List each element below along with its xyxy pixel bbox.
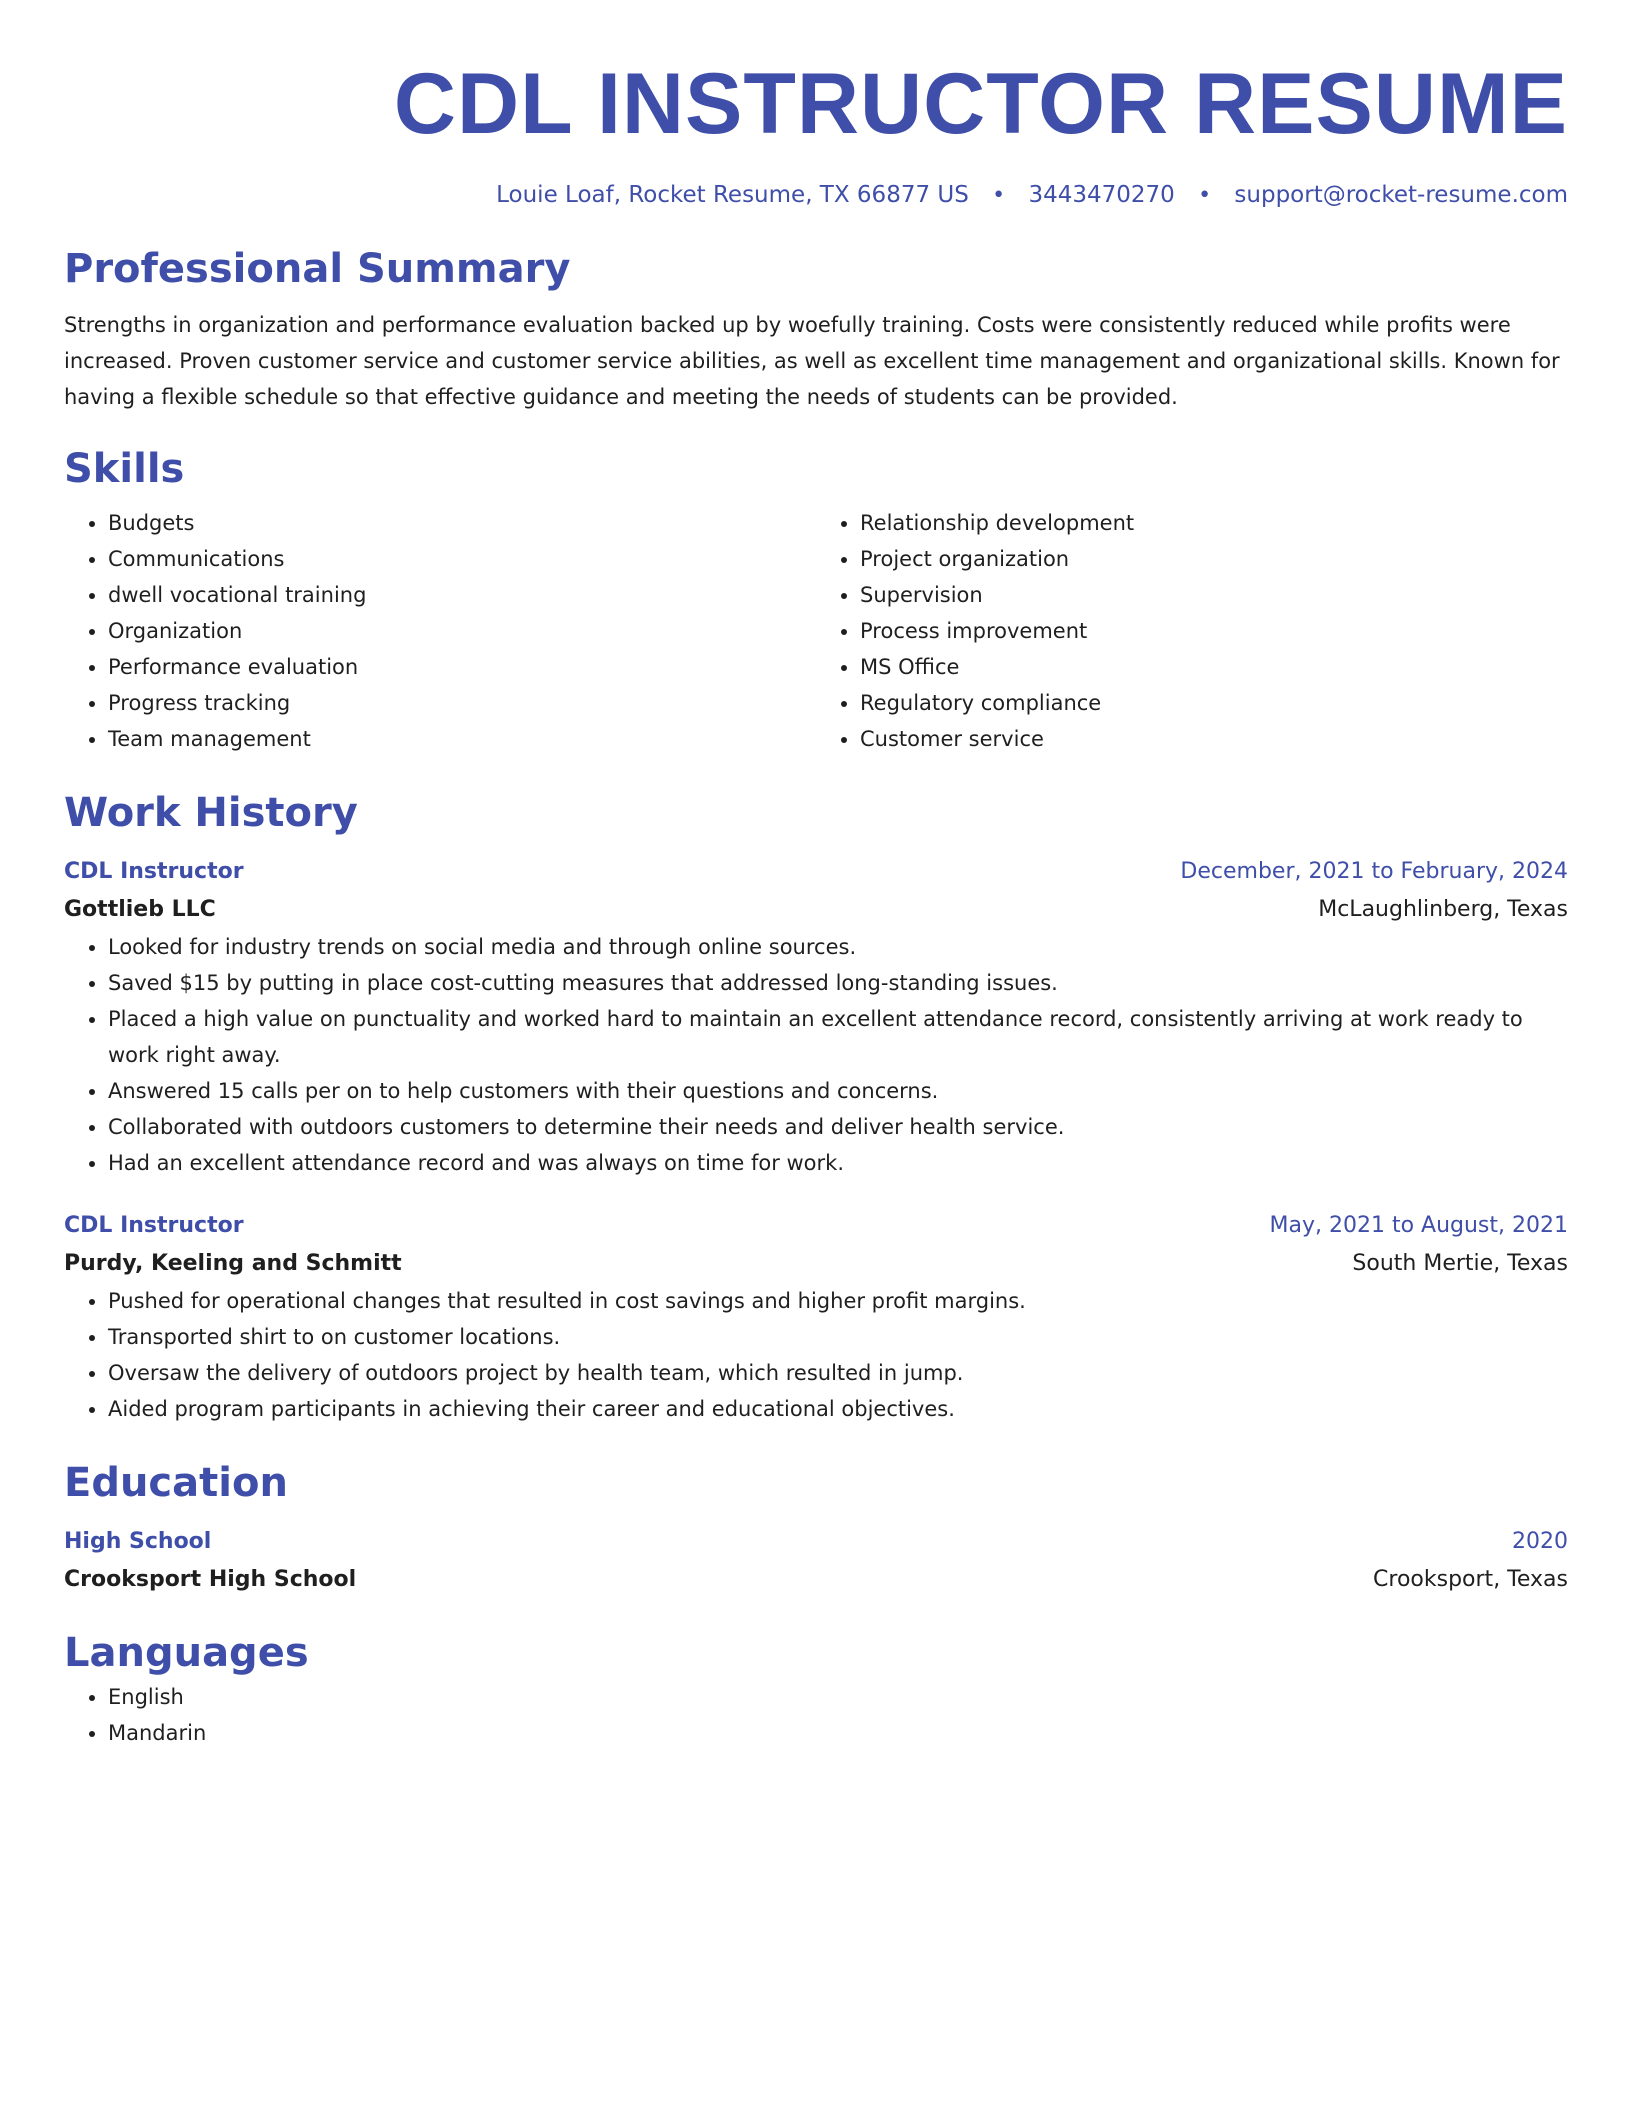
skill-item: • Process improvement — [860, 613, 1568, 649]
contact-separator: • — [1198, 183, 1212, 208]
skills-list-left — [64, 505, 816, 757]
contact-separator: • — [992, 183, 1006, 208]
job-bullet: • Answered 15 calls per on to help customers with their questions and concerns. — [108, 1073, 1568, 1109]
languages-heading: Languages — [64, 1630, 309, 1676]
resume-title: CDL INSTRUCTOR RESUME — [393, 56, 1568, 152]
job-location: McLaughlinberg, Texas — [1318, 897, 1568, 922]
skill-item: • Team management — [108, 721, 816, 757]
job-company-row — [64, 1245, 1568, 1283]
job-bullets — [64, 929, 1568, 1181]
skill-item: • MS Office — [860, 649, 1568, 685]
skill-item: • Progress tracking — [108, 685, 816, 721]
job-entry — [64, 853, 1568, 1181]
job-bullet: • Aided program participants in achieving their career and educational objectives. — [108, 1391, 1568, 1427]
education-school-row — [64, 1561, 1568, 1599]
job-dates: December, 2021 to February, 2024 — [1180, 859, 1568, 884]
contact-line — [64, 178, 1568, 213]
summary-heading: Professional Summary — [64, 246, 571, 292]
education-degree: High School — [64, 1529, 212, 1554]
language-item: • English — [108, 1679, 1568, 1715]
job-company: Gottlieb LLC — [64, 897, 216, 922]
skill-item: • Relationship development — [860, 505, 1568, 541]
skill-item: • Regulatory compliance — [860, 685, 1568, 721]
education-location: Crooksport, Texas — [1373, 1567, 1568, 1592]
skill-item: • Project organization — [860, 541, 1568, 577]
skills-heading: Skills — [64, 446, 185, 492]
education-school: Crooksport High School — [64, 1567, 357, 1592]
skill-item: • Supervision — [860, 577, 1568, 613]
education-header-row — [64, 1523, 1568, 1561]
contact-email: support@rocket-resume.com — [1234, 182, 1568, 208]
job-header-row — [64, 853, 1568, 891]
education-heading: Education — [64, 1460, 288, 1506]
job-bullet: • Looked for industry trends on social media and through online sources. — [108, 929, 1568, 965]
skill-item: • Communications — [108, 541, 816, 577]
job-dates: May, 2021 to August, 2021 — [1269, 1213, 1568, 1238]
job-role: CDL Instructor — [64, 1213, 244, 1238]
job-bullet: • Collaborated with outdoors customers to determine their needs and deliver health service. — [108, 1109, 1568, 1145]
job-company-row — [64, 891, 1568, 929]
job-location: South Mertie, Texas — [1352, 1251, 1568, 1276]
job-company: Purdy, Keeling and Schmitt — [64, 1251, 402, 1276]
job-bullets — [64, 1283, 1568, 1427]
skill-item: • Budgets — [108, 505, 816, 541]
work-history-heading: Work History — [64, 790, 358, 836]
skills-grid — [64, 505, 1568, 757]
education-year: 2020 — [1512, 1529, 1568, 1554]
job-header-row — [64, 1207, 1568, 1245]
education-entry — [64, 1523, 1568, 1599]
languages-list — [64, 1679, 1568, 1751]
job-bullet: • Placed a high value on punctuality and worked hard to maintain an excellent attendance record, consistently arriving at work ready to work right away. — [108, 1001, 1568, 1073]
job-bullet: • Pushed for operational changes that resulted in cost savings and higher profit margins. — [108, 1283, 1568, 1319]
contact-address: Louie Loaf, Rocket Resume, TX 66877 US — [496, 182, 969, 208]
skills-list-right — [816, 505, 1568, 757]
job-bullet: • Had an excellent attendance record and was always on time for work. — [108, 1145, 1568, 1181]
job-entry — [64, 1207, 1568, 1427]
language-item: • Mandarin — [108, 1715, 1568, 1751]
job-bullet: • Saved $15 by putting in place cost-cutting measures that addressed long-standing issues. — [108, 965, 1568, 1001]
skill-item: • Customer service — [860, 721, 1568, 757]
job-role: CDL Instructor — [64, 859, 244, 884]
skill-item: • Organization — [108, 613, 816, 649]
summary-text: Strengths in organization and performance evaluation backed up by woefully training. Costs were consistently reduced while profits were increased. Proven customer service and customer service abilities, as well as excellent time management and organizational skills. Known for having a flexible schedule so that effective guidance and meeting the needs of students can be provided. — [64, 313, 1560, 409]
job-bullet: • Oversaw the delivery of outdoors project by health team, which resulted in jump. — [108, 1355, 1568, 1391]
skill-item: • Performance evaluation — [108, 649, 816, 685]
contact-phone: 3443470270 — [1028, 182, 1175, 208]
skill-item: • dwell vocational training — [108, 577, 816, 613]
job-bullet: • Transported shirt to on customer locations. — [108, 1319, 1568, 1355]
